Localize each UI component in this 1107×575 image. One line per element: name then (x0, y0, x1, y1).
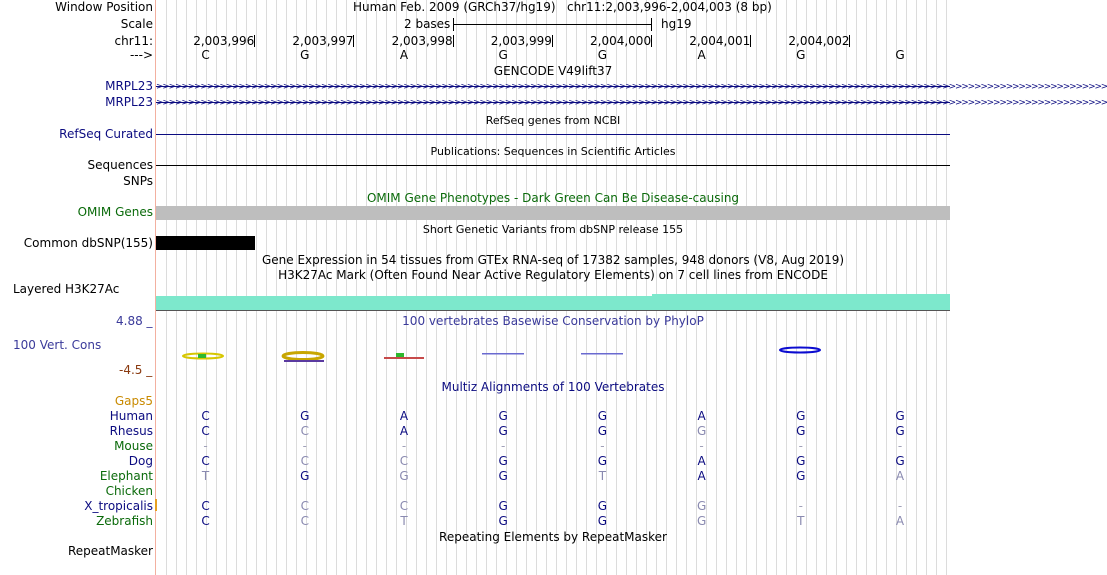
alignment-base: G (300, 469, 310, 483)
scale-bar (453, 24, 652, 25)
base-letter: A (399, 48, 409, 62)
refseq-label[interactable]: RefSeq Curated (59, 127, 153, 141)
assembly-text: Human Feb. 2009 (GRCh37/hg19) chr11:2,003,996-2,004,003 (8 bp) (353, 0, 772, 14)
gaps-label: Gaps5 (114, 394, 153, 408)
alignment-base: G (300, 409, 310, 423)
alignment-base: G (498, 514, 508, 528)
x-tropicalis-gap-marker (155, 499, 157, 511)
pubs-track-title: Publications: Sequences in Scientific Articles (430, 145, 676, 158)
refseq-feature[interactable] (156, 134, 950, 135)
gene-feature-mrpl23-2[interactable]: >>>>>>>>>>>>>>>>>>>>>>>>>>>>>>>>>>>>>>>>>>>>>>>>>>>>>>>>>>>>>>>>>>>>>>>>>>>>>>>>>>>>>>>>>>>>>>>>>>>>>>>>>>>>>>>>>>>>>>>>>>>>>>>>>>>>>>>>>>>>>>>>>>>>>> (156, 98, 1107, 108)
alignment-base: G (597, 409, 608, 423)
ruler-tick-label: 2,003,996 (193, 34, 255, 48)
species-label[interactable]: Zebrafish (96, 514, 153, 528)
chrom-label: chr11: (114, 34, 153, 48)
alignment-base: A (697, 469, 706, 483)
alignment-base: G (895, 454, 905, 468)
species-label[interactable]: Elephant (99, 469, 153, 483)
gene-label-mrpl23-2[interactable]: MRPL23 (105, 95, 153, 109)
ruler-tick (552, 35, 553, 47)
h3k27ac-label[interactable]: Layered H3K27Ac (13, 282, 120, 296)
alignment-base: G (498, 469, 508, 483)
ruler-tick-label: 2,004,001 (689, 34, 751, 48)
omim-track-title: OMIM Gene Phenotypes - Dark Green Can Be Disease-causing (366, 191, 740, 205)
dbsnp-variant[interactable] (156, 236, 255, 250)
cons-min-value: -4.5 _ (119, 363, 153, 377)
alignment-base: C (300, 499, 309, 513)
cons-track-title: 100 vertebrates Basewise Conservation by PhyloP (402, 314, 704, 328)
alignment-base: G (597, 454, 608, 468)
cons-max-value: 4.88 _ (116, 314, 153, 328)
h3k27ac-track-title: H3K27Ac Mark (Often Found Near Active Regulatory Elements) on 7 cell lines from ENCODE (278, 268, 828, 282)
alignment-base: A (697, 409, 706, 423)
alignment-base: - (501, 439, 506, 453)
alignment-base: G (796, 409, 806, 423)
cons-logo-glyphs (156, 340, 950, 370)
alignment-base: T (201, 469, 210, 483)
base-letter: G (895, 48, 905, 62)
ruler-tick-label: 2,004,002 (788, 34, 850, 48)
alignment-base: G (597, 424, 608, 438)
base-letter: G (498, 48, 508, 62)
species-label[interactable]: Rhesus (109, 424, 153, 438)
alignment-base: T (400, 514, 408, 528)
base-letter: G (597, 48, 608, 62)
scale-label: Scale (120, 17, 153, 31)
repeatmasker-track-title: Repeating Elements by RepeatMasker (439, 530, 667, 544)
alignment-base: A (697, 454, 706, 468)
species-label[interactable]: Dog (128, 454, 153, 468)
window-position-label: Window Position (55, 0, 153, 14)
refseq-track-title: RefSeq genes from NCBI (485, 114, 621, 127)
base-letter: G (300, 48, 310, 62)
repeatmasker-label[interactable]: RepeatMasker (67, 544, 153, 558)
alignment-base: G (597, 514, 608, 528)
alignment-base: G (895, 409, 905, 423)
direction-label: ---> (129, 48, 153, 62)
base-letter: C (201, 48, 210, 62)
alignment-base: A (399, 409, 409, 423)
alignment-base: C (300, 454, 309, 468)
alignment-base: A (399, 424, 409, 438)
snps-label[interactable]: SNPs (123, 174, 153, 188)
alignment-base: C (201, 409, 210, 423)
base-letter: A (697, 48, 706, 62)
alignment-base: T (797, 514, 805, 528)
alignment-base: A (895, 514, 905, 528)
alignment-base: - (600, 439, 605, 453)
ruler-tick-label: 2,003,998 (391, 34, 453, 48)
scale-bar-left-tick (453, 18, 454, 31)
ruler-tick (254, 35, 255, 47)
omim-feature[interactable] (156, 206, 950, 220)
gencode-track-title: GENCODE V49lift37 (493, 64, 613, 78)
alignment-base: - (203, 439, 208, 453)
pubs-feature[interactable] (156, 165, 950, 166)
alignment-base: G (796, 424, 806, 438)
alignment-base: - (798, 499, 803, 513)
species-label[interactable]: X_tropicalis (84, 499, 153, 513)
alignment-base: - (699, 439, 704, 453)
ruler-tick (651, 35, 652, 47)
alignment-base: C (201, 514, 210, 528)
ruler-tick (353, 35, 354, 47)
ruler-tick-label: 2,003,999 (490, 34, 552, 48)
alignment-base: T (598, 469, 607, 483)
multiz-track-title: Multiz Alignments of 100 Vertebrates (441, 380, 665, 394)
dbsnp-track-title: Short Genetic Variants from dbSNP release 155 (422, 223, 684, 236)
gene-label-mrpl23-1[interactable]: MRPL23 (105, 79, 153, 93)
scale-text: 2 bases (404, 17, 451, 31)
base-letter: G (796, 48, 806, 62)
ruler-tick-label: 2,004,000 (590, 34, 652, 48)
omim-label[interactable]: OMIM Genes (77, 205, 153, 219)
alignment-base: G (696, 424, 707, 438)
alignment-base: - (897, 499, 903, 513)
alignment-base: C (399, 499, 409, 513)
db-text: hg19 (661, 17, 692, 31)
gtex-track-title: Gene Expression in 54 tissues from GTEx RNA-seq of 17382 samples, 948 donors (V8, Aug 2019) (261, 253, 845, 267)
alignment-base: G (597, 499, 608, 513)
species-label[interactable]: Human (109, 409, 153, 423)
alignment-base: C (300, 424, 309, 438)
dbsnp-label[interactable]: Common dbSNP(155) (23, 236, 153, 250)
h3k27ac-signal-right[interactable] (652, 294, 950, 310)
alignment-base: G (895, 424, 905, 438)
alignment-base: C (201, 454, 210, 468)
ruler-tick-label: 2,003,997 (292, 34, 354, 48)
ruler-tick (750, 35, 751, 47)
alignment-base: G (696, 499, 707, 513)
alignment-base: - (401, 439, 407, 453)
alignment-base: G (498, 454, 508, 468)
alignment-base: G (796, 454, 806, 468)
gene-feature-mrpl23-1[interactable]: >>>>>>>>>>>>>>>>>>>>>>>>>>>>>>>>>>>>>>>>>>>>>>>>>>>>>>>>>>>>>>>>>>>>>>>>>>>>>>>>>>>>>>>>>>>>>>>>>>>>>>>>>>>>>>>>>>>>>>>>>>>>>>>>>>>>>>>>>>>>>>>>>>>>>> (156, 82, 1107, 92)
alignment-base: A (895, 469, 905, 483)
ruler-tick (453, 35, 454, 47)
alignment-base: G (696, 514, 707, 528)
alignment-base: C (201, 499, 210, 513)
alignment-base: G (498, 499, 508, 513)
h3k27ac-baseline (156, 310, 950, 311)
species-label[interactable]: Chicken (105, 484, 153, 498)
h3k27ac-signal-left[interactable] (156, 296, 652, 310)
alignment-base: C (201, 424, 210, 438)
cons-label[interactable]: 100 Vert. Cons (13, 338, 102, 352)
alignment-base: - (897, 439, 903, 453)
alignment-base: - (302, 439, 307, 453)
sequences-label[interactable]: Sequences (87, 158, 153, 172)
ruler-tick (849, 35, 850, 47)
alignment-base: C (399, 454, 409, 468)
alignment-base: G (399, 469, 409, 483)
alignment-base: G (796, 469, 806, 483)
alignment-base: G (498, 409, 508, 423)
alignment-base: C (300, 514, 309, 528)
species-label[interactable]: Mouse (114, 439, 153, 453)
scale-bar-right-tick (651, 18, 652, 31)
alignment-base: - (798, 439, 803, 453)
alignment-base: G (498, 424, 508, 438)
